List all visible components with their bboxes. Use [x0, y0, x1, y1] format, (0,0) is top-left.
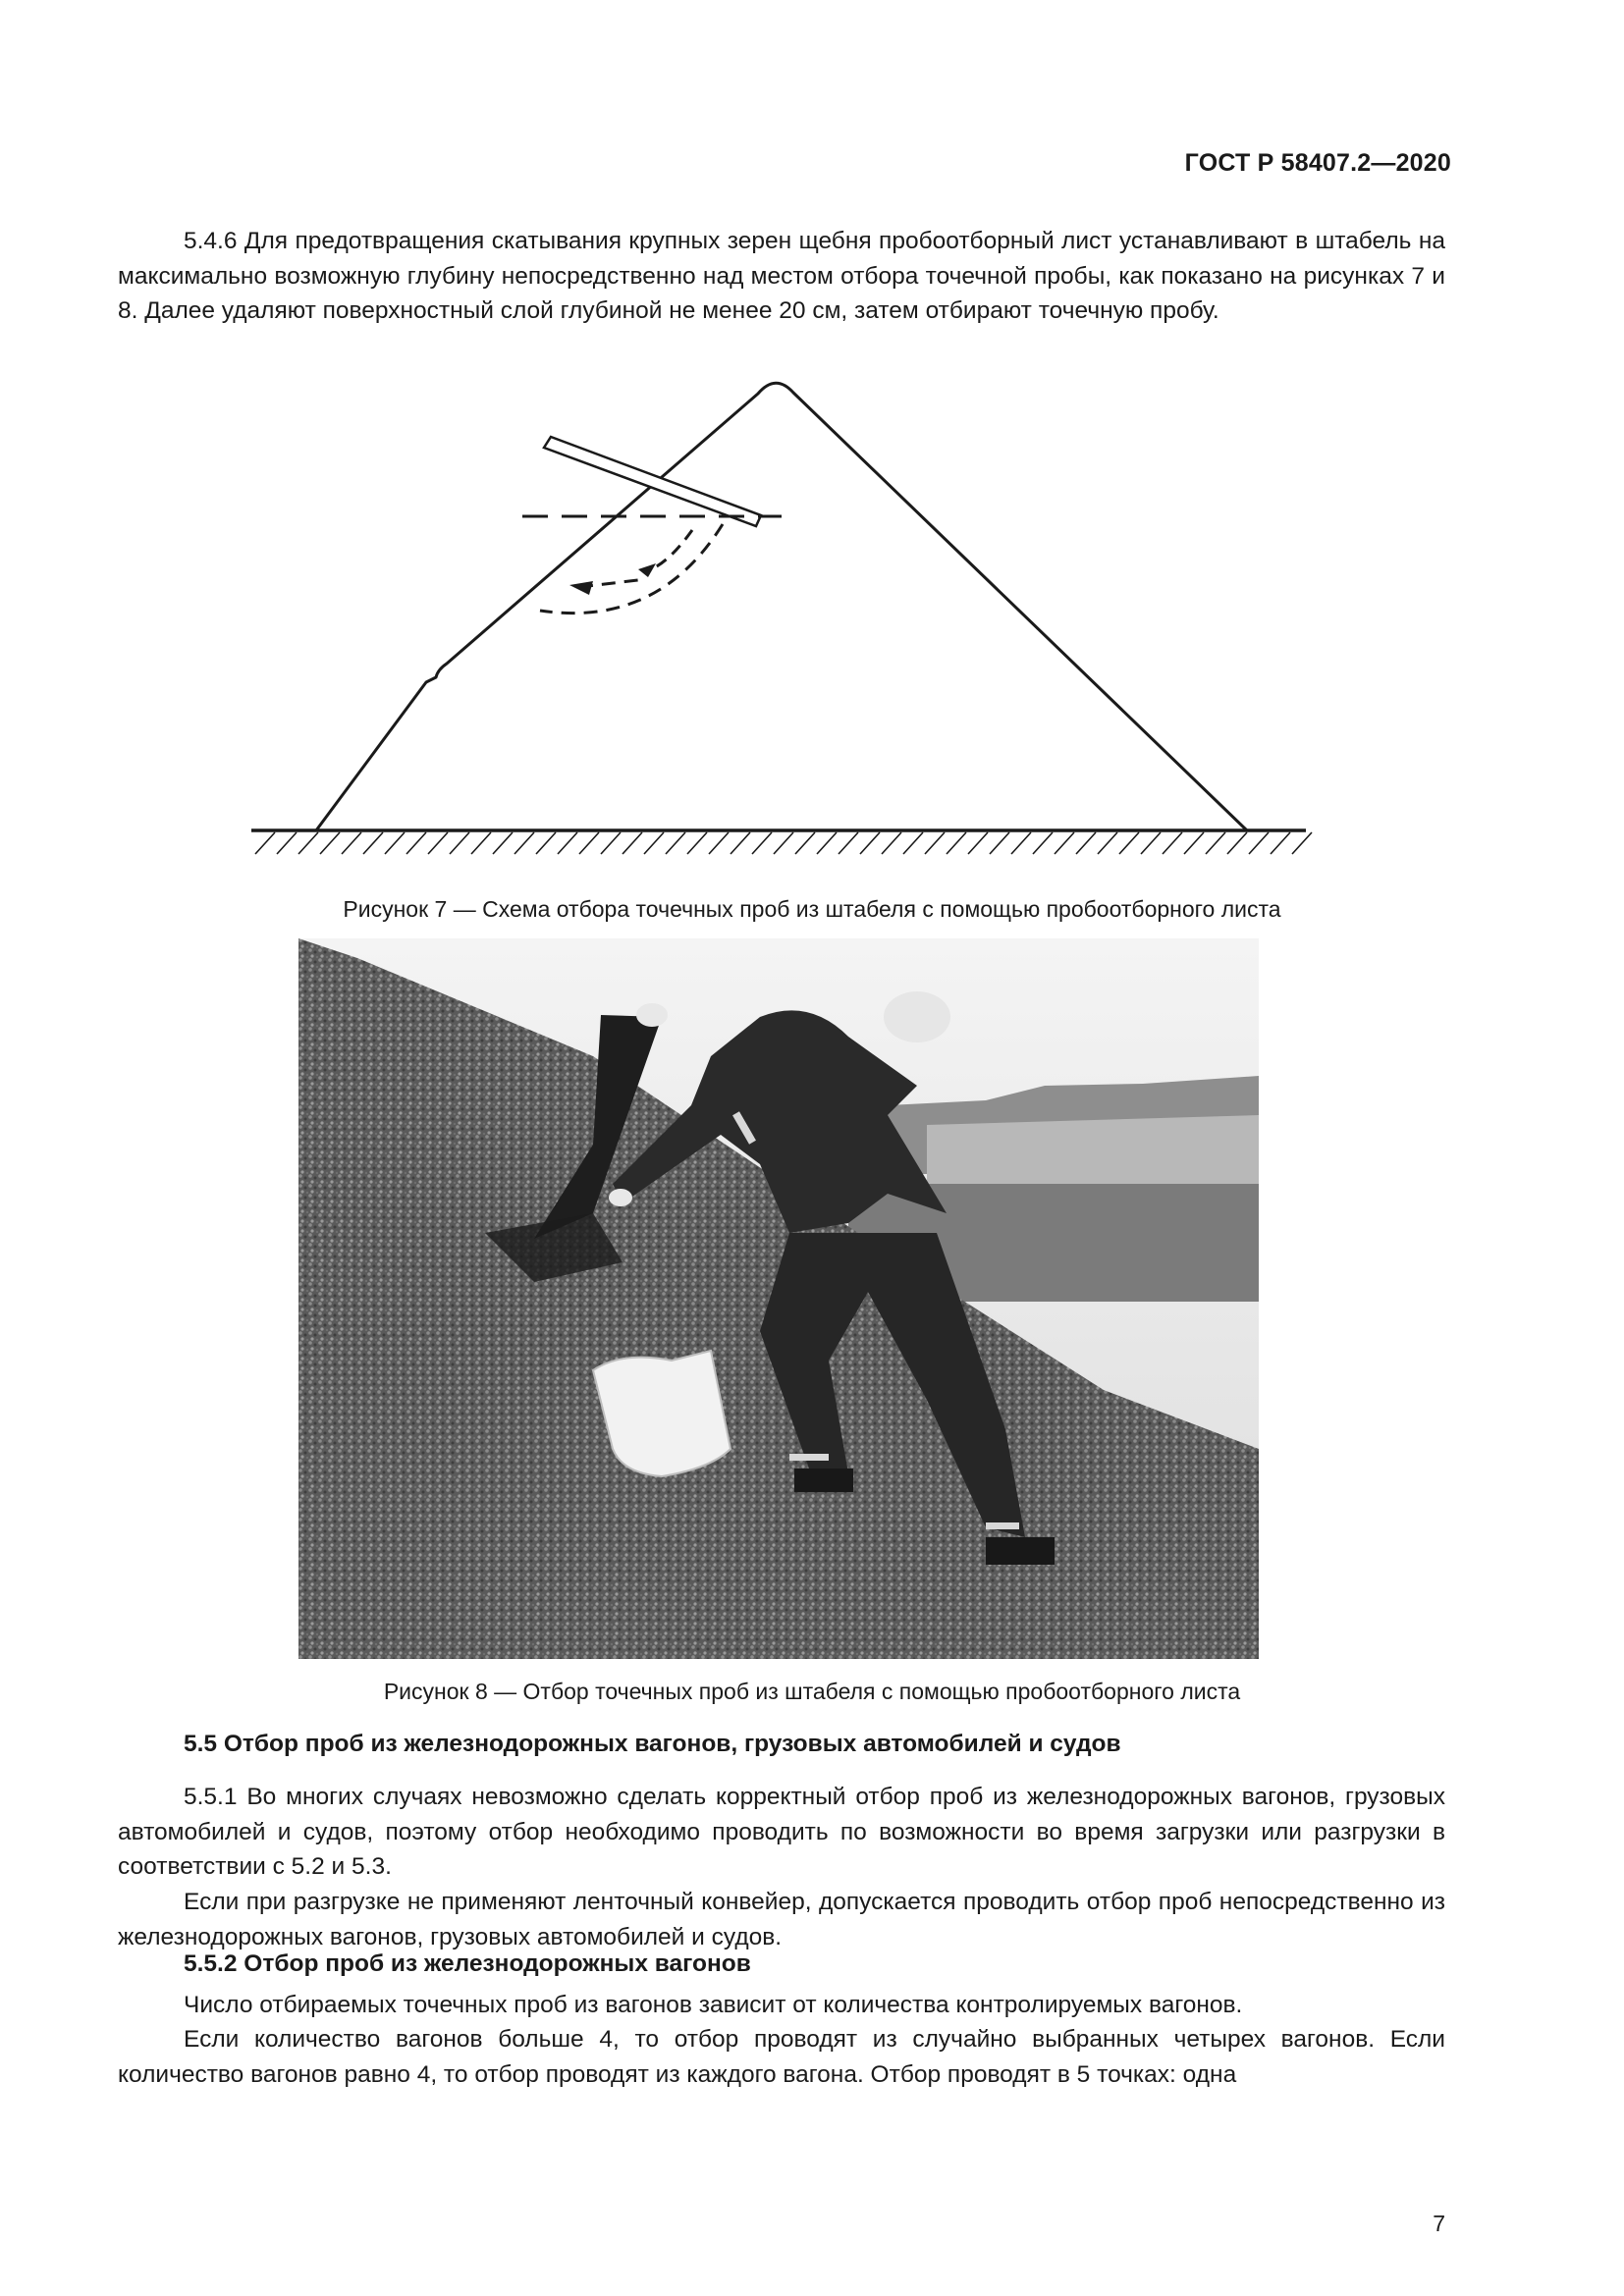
paragraph-5-5-1-b: Если при разгрузке не применяют ленточный конвейер, допускается проводить отбор проб непосредственно из железнодорожных вагонов, грузовых автомобилей и судов.	[118, 1889, 1445, 1950]
hatch-line	[385, 832, 405, 854]
hatch-line	[1206, 832, 1225, 854]
hatch-line	[752, 832, 772, 854]
hatch-line	[860, 832, 880, 854]
hatch-line	[687, 832, 707, 854]
hatch-line	[579, 832, 599, 854]
sampling-sheet	[544, 437, 761, 526]
hatch-line	[536, 832, 556, 854]
hatch-line	[774, 832, 793, 854]
outer-dashed-arc	[540, 524, 723, 614]
hatch-line	[666, 832, 685, 854]
document-code: ГОСТ Р 58407.2—2020	[1184, 149, 1451, 177]
hatch-line	[1011, 832, 1031, 854]
figure-7-diagram	[245, 363, 1316, 883]
hatch-line	[1292, 832, 1312, 854]
hatch-line	[514, 832, 534, 854]
hatch-line	[406, 832, 426, 854]
section-heading-5-5-2: 5.5.2 Отбор проб из железнодорожных вагонов	[184, 1950, 751, 1977]
hatch-line	[601, 832, 621, 854]
hatch-line	[450, 832, 469, 854]
hatch-line	[1119, 832, 1139, 854]
hatch-line	[1227, 832, 1247, 854]
hatch-line	[255, 832, 275, 854]
hatch-line	[903, 832, 923, 854]
hatch-line	[990, 832, 1009, 854]
section-heading-5-5: 5.5 Отбор проб из железнодорожных вагонов, грузовых автомобилей и судов	[184, 1731, 1121, 1757]
hatch-line	[428, 832, 448, 854]
hatch-line	[623, 832, 642, 854]
hatch-line	[644, 832, 664, 854]
figure-7-caption: Рисунок 7 — Схема отбора точечных проб из штабеля с помощью пробоотборного листа	[343, 896, 1281, 922]
hatch-line	[882, 832, 901, 854]
hatch-line	[471, 832, 491, 854]
hatch-line	[709, 832, 729, 854]
hatch-line	[968, 832, 988, 854]
paragraph-5-5-2-b: Если количество вагонов больше 4, то отбор проводят из случайно выбранных четырех вагонов. Если количество вагонов равно 4, то отбор проводят из каждого вагона. Отбор проводят в 5 точках: одна	[118, 2026, 1445, 2088]
hatch-line	[925, 832, 945, 854]
hatch-line	[298, 832, 318, 854]
stockpile-outline	[316, 383, 1247, 830]
hatch-line	[1141, 832, 1161, 854]
paragraph-5-5-1: 5.5.1 Во многих случаях невозможно сделать корректный отбор проб из железнодорожных вагонов, грузовых автомобилей и судов, поэтому отбор необходимо проводить по возможности во время загрузки или разгрузки в соответствии с 5.2 и 5.3.	[118, 1784, 1445, 1880]
hatch-line	[1271, 832, 1290, 854]
hatch-line	[817, 832, 837, 854]
hatch-line	[1184, 832, 1204, 854]
hatch-line	[1076, 832, 1096, 854]
hatch-line	[839, 832, 858, 854]
figure-8-caption: Рисунок 8 — Отбор точечных проб из штабеля с помощью пробоотборного листа	[383, 1679, 1241, 1704]
hatch-line	[947, 832, 966, 854]
hatch-line	[1249, 832, 1269, 854]
hatch-line	[1055, 832, 1074, 854]
paragraph-5-4-6: 5.4.6 Для предотвращения скатывания крупных зерен щебня пробоотборный лист устанавливают в штабель на максимально возможную глубину непосредственно над местом отбора точечной пробы, как показано на рисунках 7 и 8. Далее удаляют поверхностный слой глубиной не менее 20 см, затем отбирают точечную пробу.	[118, 228, 1445, 324]
page-number: 7	[1433, 2211, 1445, 2236]
paragraph-5-5-2-a: Число отбираемых точечных проб из вагонов зависит от количества контролируемых вагонов.	[184, 1992, 1243, 2018]
hatch-line	[1033, 832, 1053, 854]
hatch-line	[363, 832, 383, 854]
hatch-line	[320, 832, 340, 854]
hatch-line	[342, 832, 361, 854]
hatch-line	[1163, 832, 1182, 854]
figure-8-photo	[298, 938, 1259, 1659]
hatch-line	[731, 832, 750, 854]
hatch-line	[277, 832, 297, 854]
hatch-line	[493, 832, 513, 854]
hatch-line	[558, 832, 577, 854]
arrow-head-upper	[638, 563, 656, 577]
hatch-line	[795, 832, 815, 854]
hatch-line	[1098, 832, 1117, 854]
ground-hatching	[255, 832, 1312, 854]
